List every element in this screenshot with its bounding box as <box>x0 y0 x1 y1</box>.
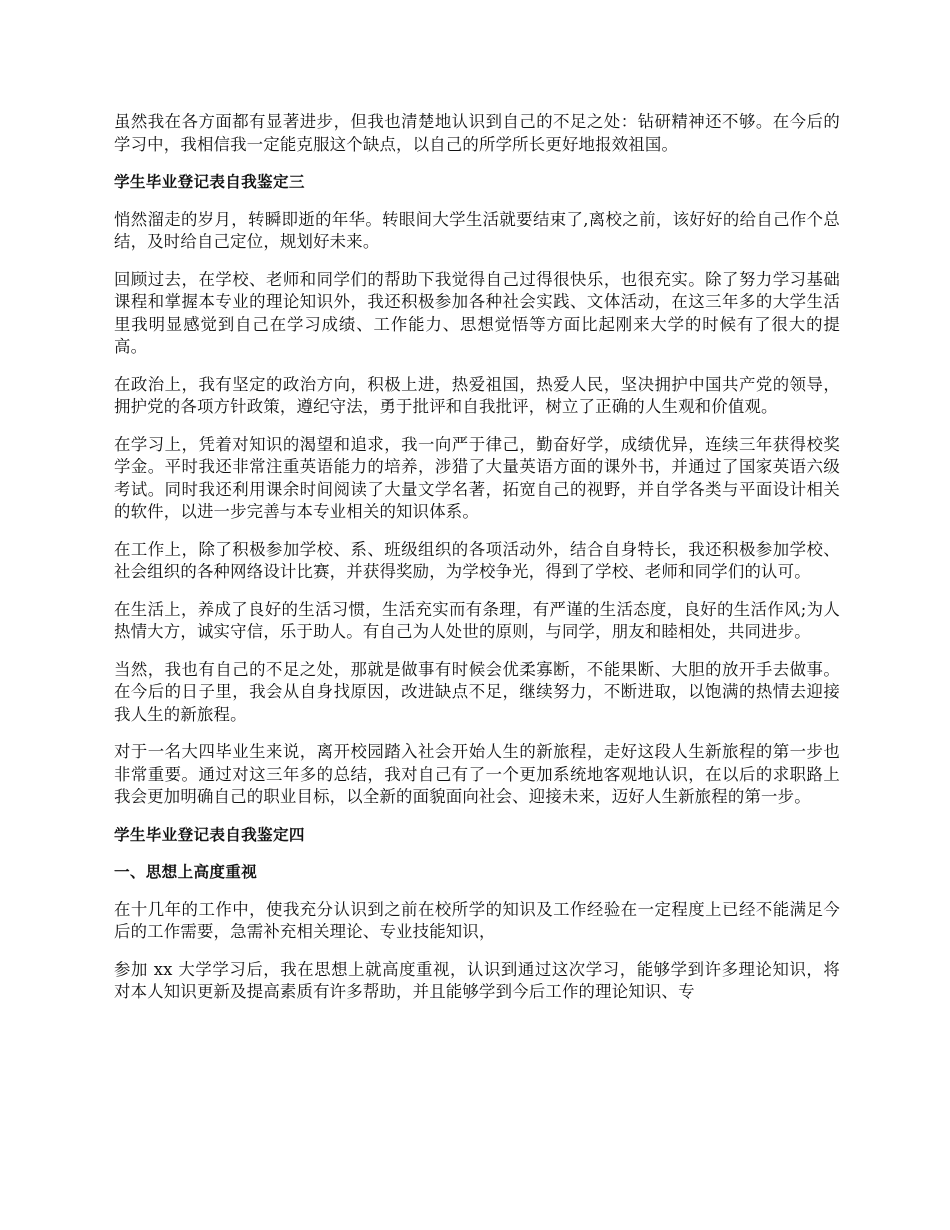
paragraph-study: 在学习上，凭着对知识的渴望和追求，我一向严于律己，勤奋好学，成绩优异，连续三年获得校奖学金。平时我还非常注重英语能力的培养，涉猎了大量英语方面的课外书，并通过了国家英语六级考试。同时我还利用课余时间阅读了大量文学名著，拓宽自己的视野，并自学各类与平面设计相关的软件，以进一步完善与本专业相关的知识体系。 <box>114 434 840 521</box>
document-page <box>114 111 840 1019</box>
section-heading-evaluation-four: 学生毕业登记表自我鉴定四 <box>114 825 305 844</box>
paragraph-life: 在生活上，养成了良好的生活习惯，生活充实而有条理，有严谨的生活态度，良好的生活作风;为人热情大方，诚实守信，乐于助人。有自己为人处世的原则，与同学，朋友和睦相处，共同进步。 <box>114 599 840 641</box>
paragraph-opening: 悄然溜走的岁月，转瞬即逝的年华。转眼间大学生活就要结束了,离校之前，该好好的给自己作个总结，及时给自己定位，规划好未来。 <box>114 209 840 251</box>
subsection-heading-ideology: 一、思想上高度重视 <box>114 863 258 881</box>
paragraph-university-study: 参加 xx 大学学习后，我在思想上就高度重视，认识到通过这次学习，能够学到许多理论知识，将对本人知识更新及提高素质有许多帮助，并且能够学到今后工作的理论知识、专 <box>114 959 840 1001</box>
paragraph-shortcomings: 当然，我也有自己的不足之处，那就是做事有时候会优柔寡断，不能果断、大胆的放开手去做事。在今后的日子里，我会从自身找原因，改进缺点不足，继续努力，不断进取，以饱满的热情去迎接我人生的新旅程。 <box>114 659 840 724</box>
paragraph-work: 在工作上，除了积极参加学校、系、班级组织的各项活动外，结合自身特长，我还积极参加学校、社会组织的各种网络设计比赛，并获得奖励，为学校争光，得到了学校、老师和同学们的认可。 <box>114 539 840 581</box>
paragraph-review: 回顾过去，在学校、老师和同学们的帮助下我觉得自己过得很快乐，也很充实。除了努力学习基础课程和掌握本专业的理论知识外，我还积极参加各种社会实践、文体活动，在这三年多的大学生活里我明显感觉到自己在学习成绩、工作能力、思想觉悟等方面比起刚来大学的时候有了很大的提高。 <box>114 269 840 356</box>
paragraph-intro-closing: 虽然我在各方面都有显著进步，但我也清楚地认识到自己的不足之处：钻研精神还不够。在今后的学习中，我相信我一定能克服这个缺点，以自己的所学所长更好地报效祖国。 <box>114 112 840 154</box>
paragraph-work-experience: 在十几年的工作中，使我充分认识到之前在校所学的知识及工作经验在一定程度上已经不能满足今后的工作需要，急需补充相关理论、专业技能知识， <box>114 899 840 941</box>
paragraph-conclusion: 对于一名大四毕业生来说，离开校园踏入社会开始人生的新旅程，走好这段人生新旅程的第一步也非常重要。通过对这三年多的总结，我对自己有了一个更加系统地客观地认识，在以后的求职路上我会更加明确自己的职业目标，以全新的面貌面向社会、迎接未来，迈好人生新旅程的第一步。 <box>114 742 840 806</box>
paragraph-politics: 在政治上，我有坚定的政治方向，积极上进，热爱祖国，热爱人民，坚决拥护中国共产党的领导，拥护党的各项方针政策，遵纪守法，勇于批评和自我批评，树立了正确的人生观和价值观。 <box>114 374 840 416</box>
section-heading-evaluation-three: 学生毕业登记表自我鉴定三 <box>114 173 305 191</box>
